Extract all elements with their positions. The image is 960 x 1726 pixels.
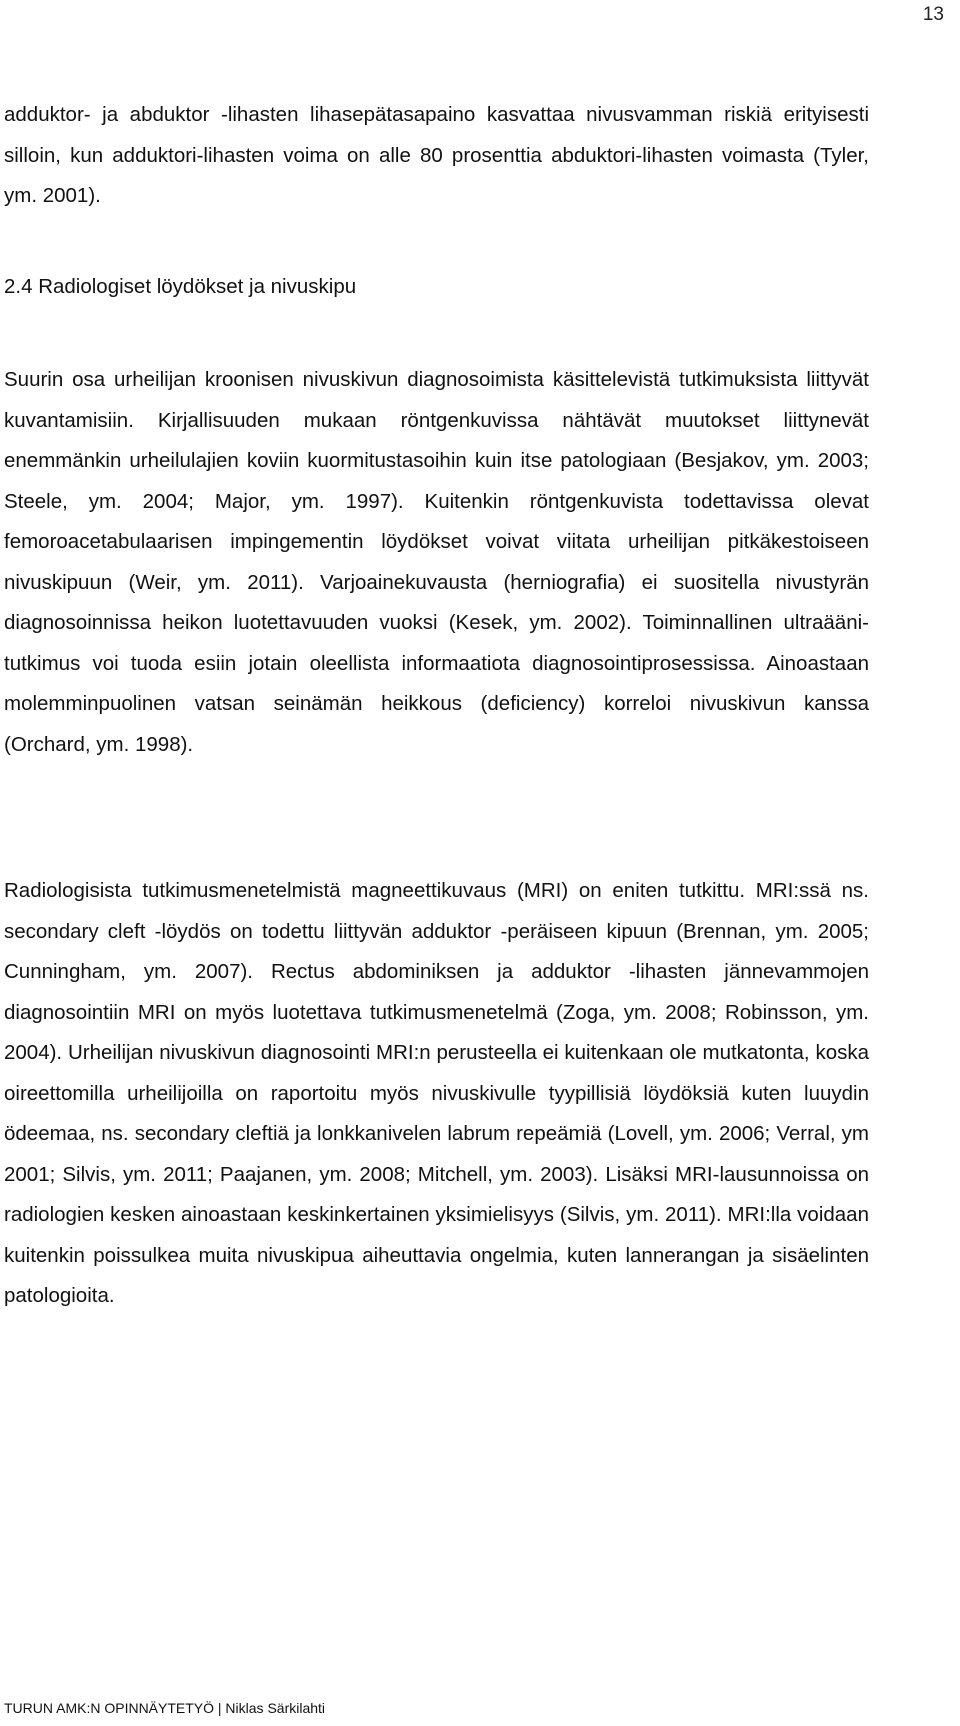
section-heading: 2.4 Radiologiset löydökset ja nivuskipu [4,275,357,298]
page-number: 13 [922,4,944,25]
paragraph-1: adduktor- ja abduktor -lihasten lihasepätasapaino kasvattaa nivusvamman riskiä erityisesti silloin, kun adduktori-lihasten voima on alle 80 prosenttia abduktori-lihasten voimasta (Tyler, ym. 2001). [4,103,869,207]
paragraph-2: Suurin osa urheilijan kroonisen nivuskivun diagnosoimista käsittelevistä tutkimuksista liittyvät kuvantamisiin. Kirjallisuuden mukaan röntgenkuvissa nähtävät muutokset liittynevät enemmänkin urheilulajien koviin kuormitustasoihin kuin itse patologiaan (Besjakov, ym. 2003; Steele, ym. 2004; Major, ym. 1997). Kuitenkin röntgenkuvista todettavissa olevat femoroacetabulaarisen impingementin löydökset voivat viitata urheilijan pitkäkestoiseen nivuskipuun (Weir, ym. 2011). Varjoainekuvausta (herniografia) ei suositella nivustyrän diagnosoinnissa heikon luotettavuuden vuoksi (Kesek, ym. 2002). Toiminnallinen ultraääni-tutkimus voi tuoda esiin jotain oleellista informaatiota diagnosointiprosessissa. Ainoastaan molemminpuolinen vatsan seinämän heikkous (deficiency) korreloi nivuskivun kanssa (Orchard, ym. 1998). [4,368,869,756]
paragraph-3: Radiologisista tutkimusmenetelmistä magneettikuvaus (MRI) on eniten tutkittu. MRI:ssä ns. secondary cleft -löydös on todettu liittyvän adduktor -peräiseen kipuun (Brennan, ym. 2005; Cunningham, ym. 2007). Rectus abdominiksen ja adduktor -lihasten jännevammojen diagnosointiin MRI on myös luotettava tutkimusmenetelmä (Zoga, ym. 2008; Robinsson, ym. 2004). Urheilijan nivuskivun diagnosointi MRI:n perusteella ei kuitenkaan ole mutkatonta, koska oireettomilla urheilijoilla on raportoitu myös nivuskivulle tyypillisiä löydöksiä kuten luuydin ödeemaa, ns. secondary cleftiä ja lonkkanivelen labrum repeämiä (Lovell, ym. 2006; Verral, ym 2001; Silvis, ym. 2011; Paajanen, ym. 2008; Mitchell, ym. 2003). Lisäksi MRI-lausunnoissa on radiologien kesken ainoastaan keskinkertainen yksimielisyys (Silvis, ym. 2011). MRI:lla voidaan kuitenkin poissulkea muita nivuskipua aiheuttavia ongelmia, kuten lannerangan ja sisäelinten patologioita. [4,879,869,1307]
page-footer: TURUN AMK:N OPINNÄYTETYÖ | Niklas Särkilahti [4,1700,326,1716]
